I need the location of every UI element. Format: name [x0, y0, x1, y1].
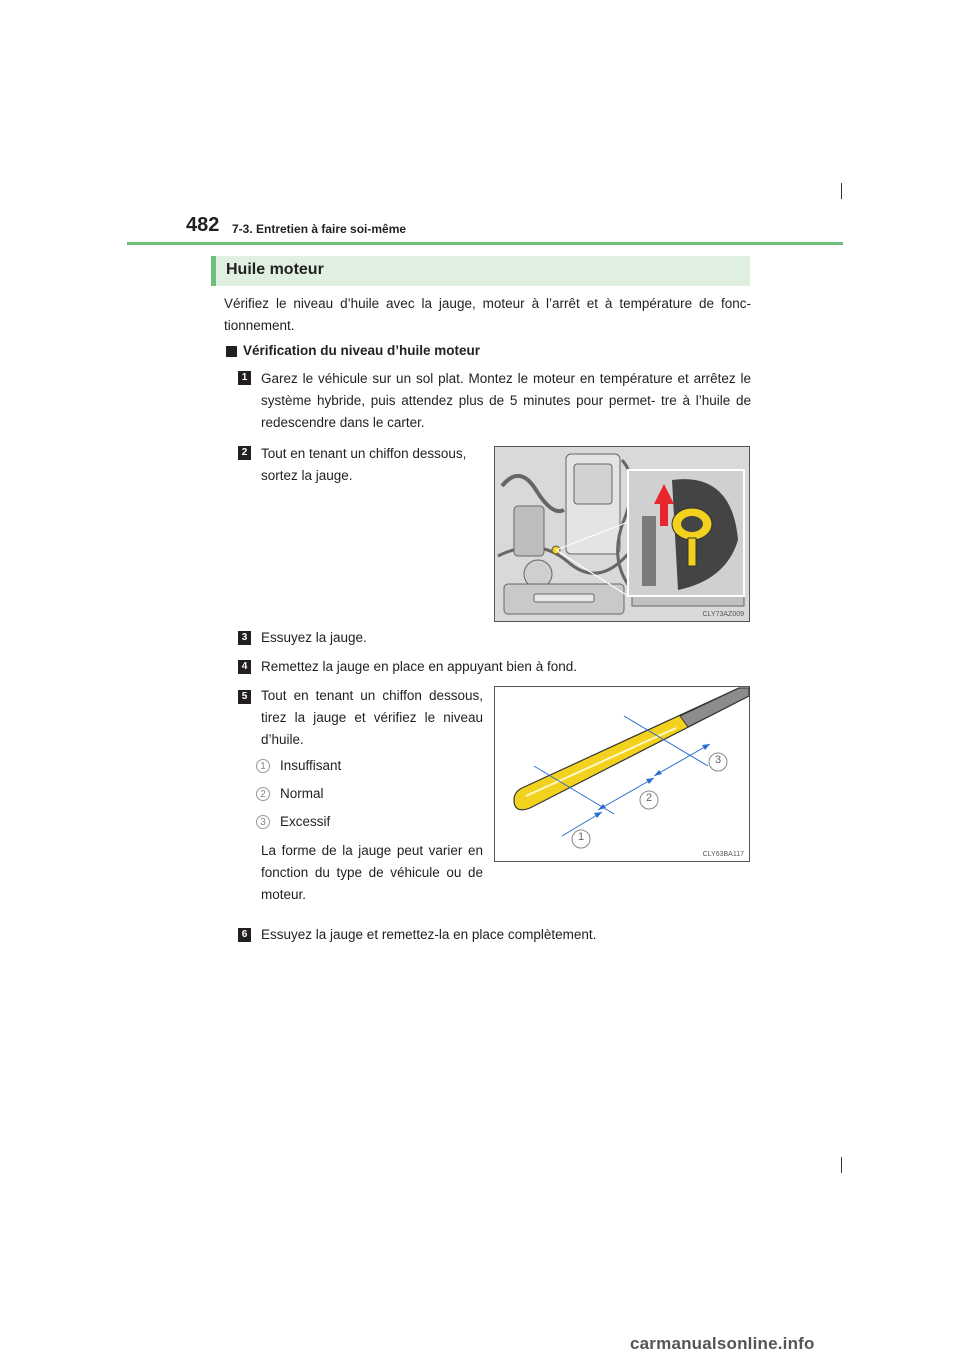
step-number-6: 6	[238, 928, 251, 942]
header-rule	[127, 242, 843, 245]
dipstick-figure-code: CLY63BA117	[702, 851, 744, 858]
section-header	[211, 256, 750, 286]
step-number-4: 4	[238, 660, 251, 674]
dipstick-callout-2: 2	[645, 792, 653, 804]
step-text-2: Tout en tenant un chiffon dessous, sortez la jauge.	[261, 446, 467, 483]
step-number-5: 5	[238, 690, 251, 704]
step-text-3: Essuyez la jauge.	[261, 630, 367, 645]
dipstick-callout-1: 1	[577, 831, 585, 843]
page-number: 482	[186, 214, 220, 236]
level-number-2: 2	[256, 787, 270, 801]
step-text-1: Garez le véhicule sur un sol plat. Montez le moteur en température et arrêtez le système hybride, puis attendez plus de 5 minutes pour permet- tre à l’huile de redescendre dans le carter.	[261, 371, 751, 430]
crop-mark-bottom	[841, 1157, 842, 1173]
dipstick-figure	[494, 686, 750, 862]
intro-text: Vérifiez le niveau d’huile avec la jauge, moteur à l’arrêt et à température de fonc- tionnement.	[224, 296, 751, 333]
crop-mark-top	[841, 183, 842, 199]
engine-figure	[494, 446, 750, 622]
step-text-6: Essuyez la jauge et remettez-la en place complètement.	[261, 927, 597, 942]
dipstick-callout-3: 3	[714, 754, 722, 766]
watermark: carmanualsonline.info	[630, 1334, 815, 1353]
dipstick-note: La forme de la jauge peut varier en fonction du type de véhicule ou de moteur.	[261, 843, 483, 902]
step-number-2: 2	[238, 446, 251, 460]
level-label-excessif: Excessif	[280, 814, 331, 829]
level-number-1: 1	[256, 759, 270, 773]
level-number-3: 3	[256, 815, 270, 829]
step-text-4: Remettez la jauge en place en appuyant bien à fond.	[261, 659, 577, 674]
level-label-insuffisant: Insuffisant	[280, 758, 342, 773]
chapter-title: 7-3. Entretien à faire soi-même	[232, 222, 407, 236]
engine-figure-code: CLY73AZ009	[702, 611, 744, 618]
subsection-title: Vérification du niveau d’huile moteur	[243, 343, 481, 358]
level-label-normal: Normal	[280, 786, 324, 801]
step-number-1: 1	[238, 371, 251, 385]
square-bullet-icon	[226, 346, 237, 357]
step-text-5: Tout en tenant un chiffon dessous, tirez la jauge et vérifiez le niveau d’huile.	[261, 688, 483, 747]
section-title: Huile moteur	[226, 261, 324, 278]
step-number-3: 3	[238, 631, 251, 645]
